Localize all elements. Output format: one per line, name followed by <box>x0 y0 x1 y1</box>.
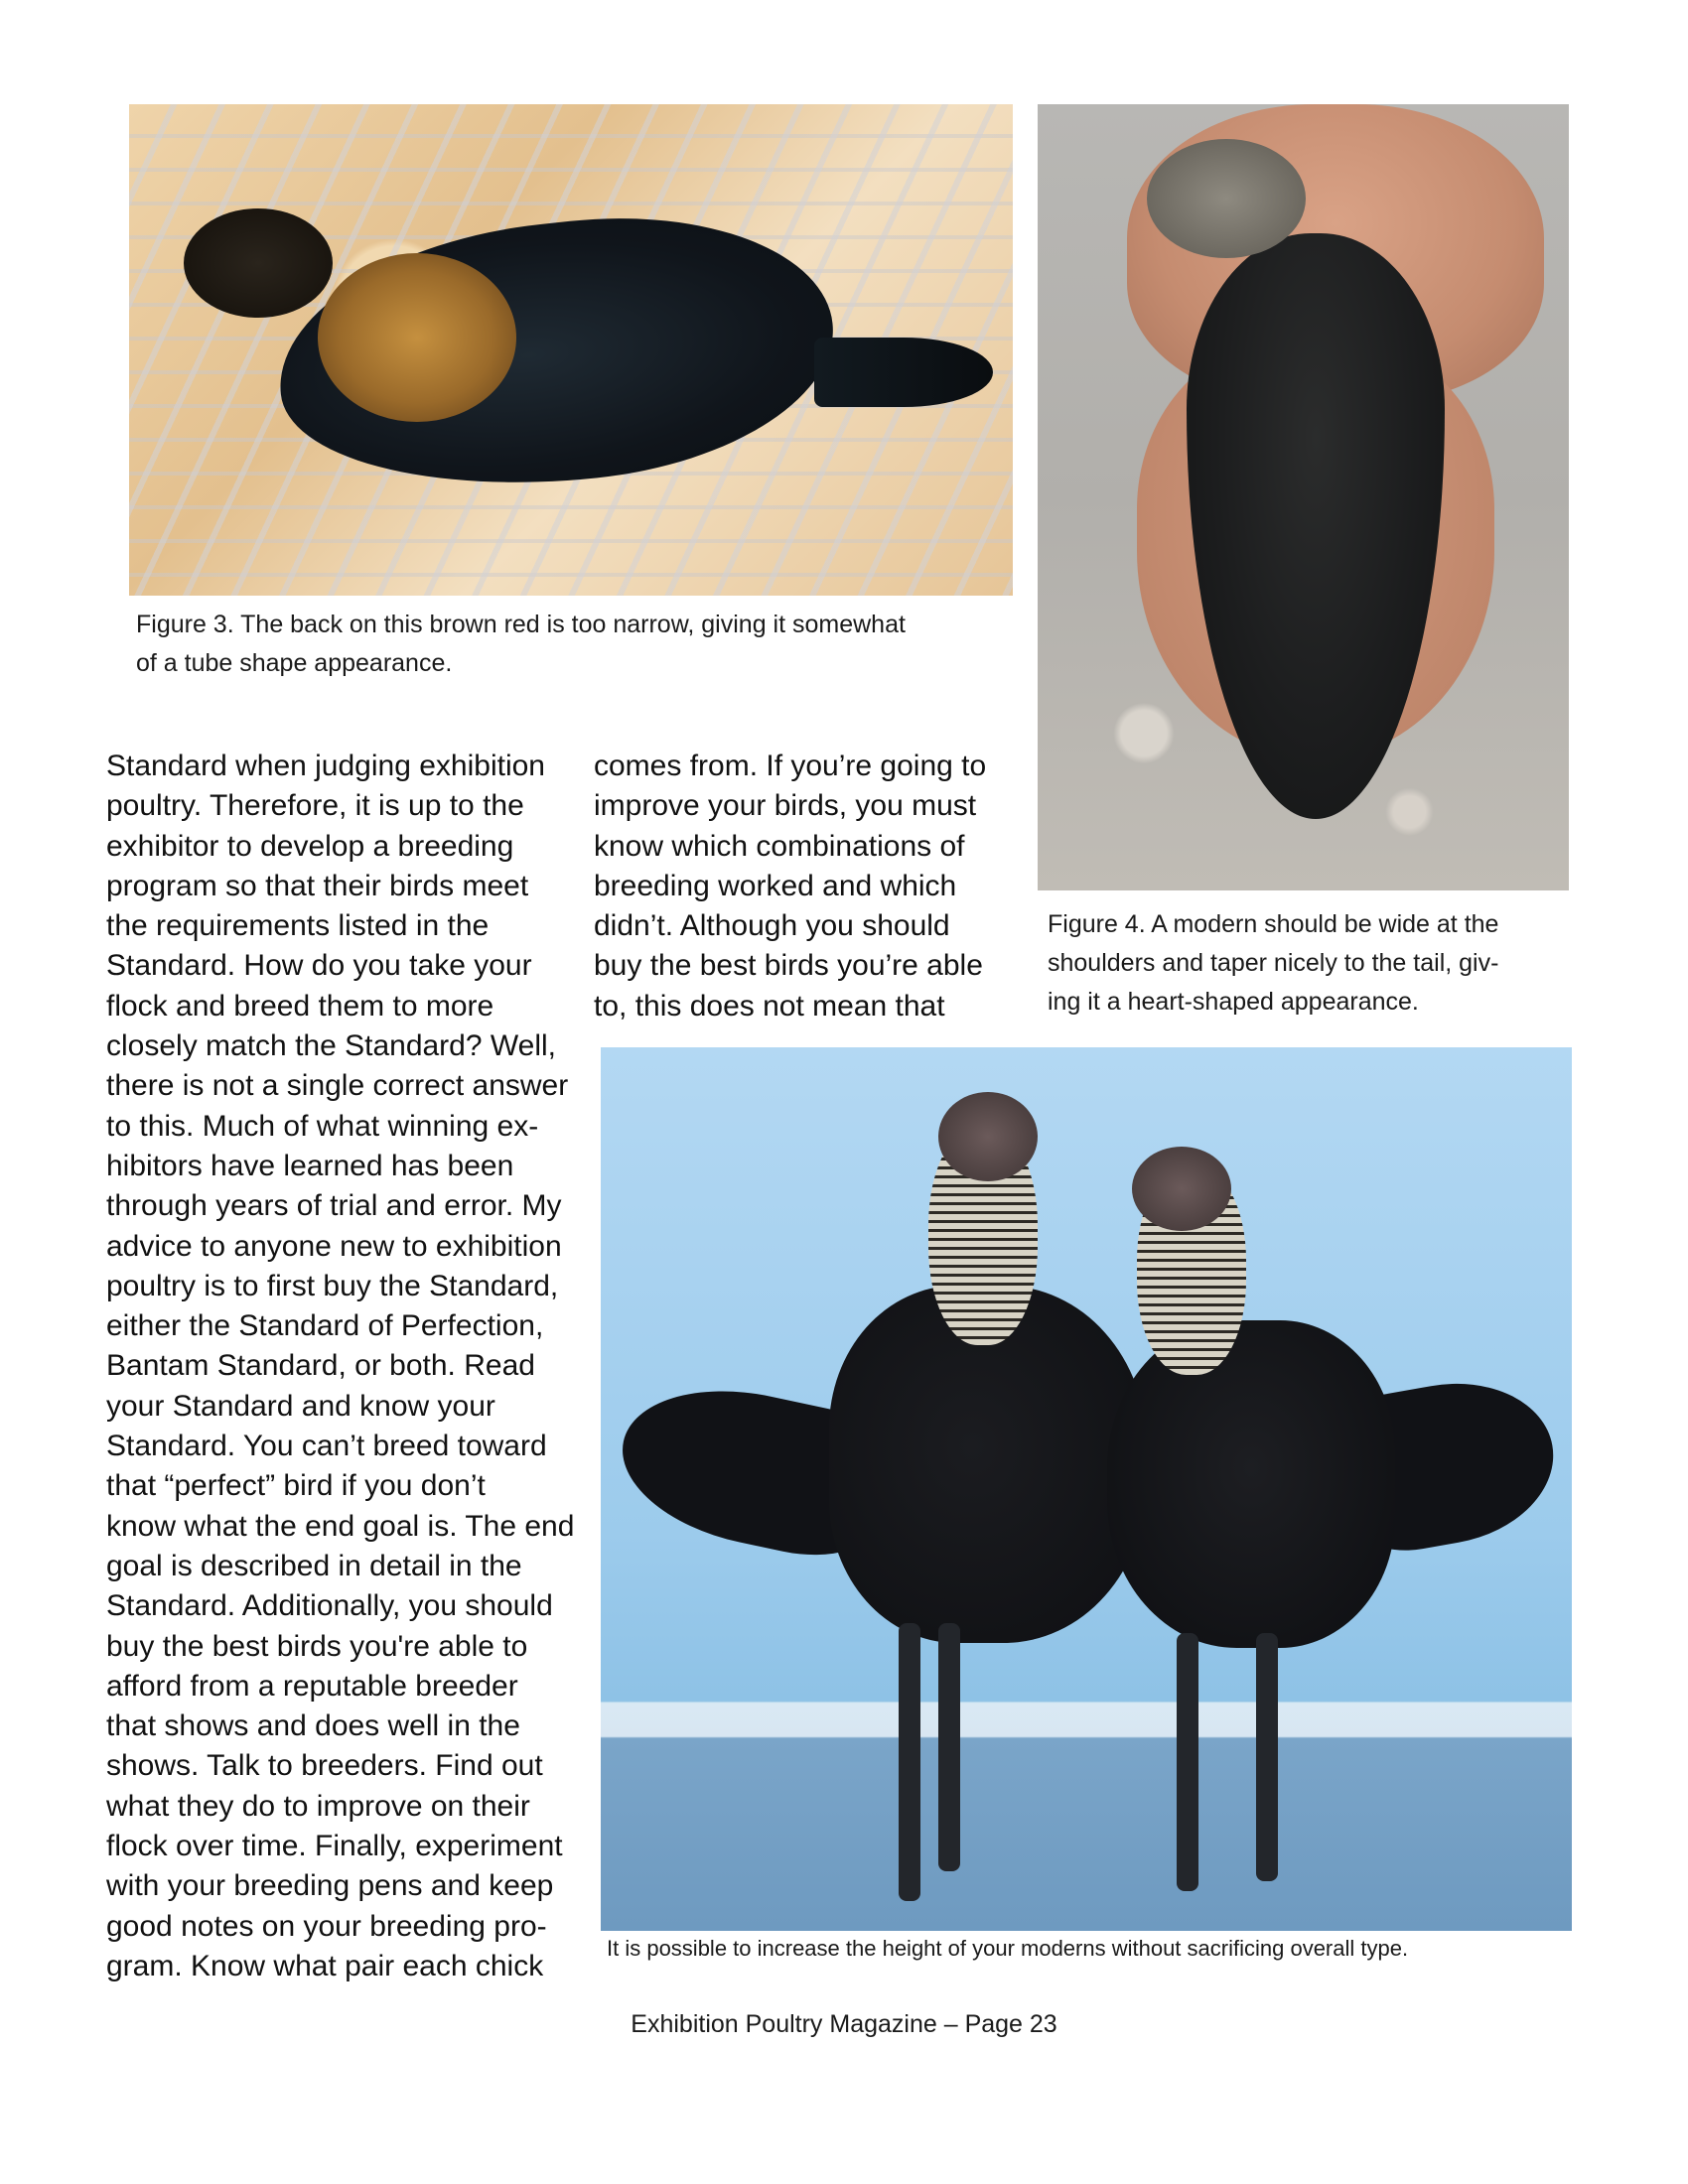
body-line: closely match the Standard? Well, <box>106 1029 557 1063</box>
body-line: Standard. Additionally, you should <box>106 1589 553 1623</box>
figure-4-caption <box>1048 905 1498 1022</box>
body-line: that shows and does well in the <box>106 1709 520 1743</box>
body-line: buy the best birds you’re able <box>594 949 983 983</box>
body-line: to, this does not mean that <box>594 989 945 1023</box>
figure-3-caption <box>136 606 906 683</box>
page-footer: Exhibition Poultry Magazine – Page 23 <box>631 2010 1057 2038</box>
body-line: what they do to improve on their <box>106 1789 530 1823</box>
body-line: that “perfect” bird if you don’t <box>106 1469 486 1503</box>
body-line: shows. Talk to breeders. Find out <box>106 1749 543 1783</box>
body-line: breeding worked and which <box>594 869 957 902</box>
figure-5-caption: It is possible to increase the height of your moderns without sacrificing overall type. <box>607 1936 1409 1961</box>
body-line: Standard when judging exhibition <box>106 750 545 782</box>
body-left-column <box>106 747 574 1986</box>
body-line: Standard. You can’t breed toward <box>106 1430 547 1463</box>
body-line: hibitors have learned has been <box>106 1149 514 1182</box>
body-line: through years of trial and error. My <box>106 1189 562 1223</box>
body-line: good notes on your breeding pro- <box>106 1909 547 1943</box>
body-line: didn’t. Although you should <box>594 909 950 943</box>
figure-4-caption-line: shoulders and taper nicely to the tail, giv- <box>1048 949 1499 977</box>
body-line: there is not a single correct answer <box>106 1069 569 1103</box>
body-line: exhibitor to develop a breeding <box>106 829 514 863</box>
figure-4-photo <box>1038 104 1569 890</box>
figure-4-caption-line: ing it a heart-shaped appearance. <box>1048 988 1419 1016</box>
figure-4-caption-line: Figure 4. A modern should be wide at the <box>1048 910 1499 938</box>
figure-3-caption-line: Figure 3. The back on this brown red is too narrow, giving it somewhat <box>136 611 906 638</box>
figure-5-photo <box>601 1047 1572 1931</box>
body-line: gram. Know what pair each chick <box>106 1949 544 1982</box>
body-line: program so that their birds meet <box>106 869 529 902</box>
body-line: know what the end goal is. The end <box>106 1509 575 1543</box>
body-line: flock over time. Finally, experiment <box>106 1830 563 1863</box>
body-line: know which combinations of <box>594 829 965 863</box>
body-line: Standard. How do you take your <box>106 949 532 983</box>
body-line: advice to anyone new to exhibition <box>106 1229 562 1263</box>
body-line: poultry is to first buy the Standard, <box>106 1269 559 1302</box>
body-line: buy the best birds you're able to <box>106 1629 528 1663</box>
body-line: afford from a reputable breeder <box>106 1669 518 1703</box>
body-line: with your breeding pens and keep <box>106 1869 554 1903</box>
body-line: comes from. If you’re going to <box>594 750 987 782</box>
body-line: Bantam Standard, or both. Read <box>106 1349 535 1383</box>
body-line: poultry. Therefore, it is up to the <box>106 789 524 823</box>
body-middle-column <box>594 747 986 1026</box>
body-line: goal is described in detail in the <box>106 1549 522 1582</box>
body-line: your Standard and know your <box>106 1389 495 1423</box>
body-line: the requirements listed in the <box>106 909 490 943</box>
body-line: either the Standard of Perfection, <box>106 1309 544 1343</box>
body-line: flock and breed them to more <box>106 989 494 1023</box>
body-line: improve your birds, you must <box>594 789 977 823</box>
figure-3-photo <box>129 104 1013 596</box>
body-line: to this. Much of what winning ex- <box>106 1109 539 1143</box>
figure-3-caption-line: of a tube shape appearance. <box>136 649 453 677</box>
